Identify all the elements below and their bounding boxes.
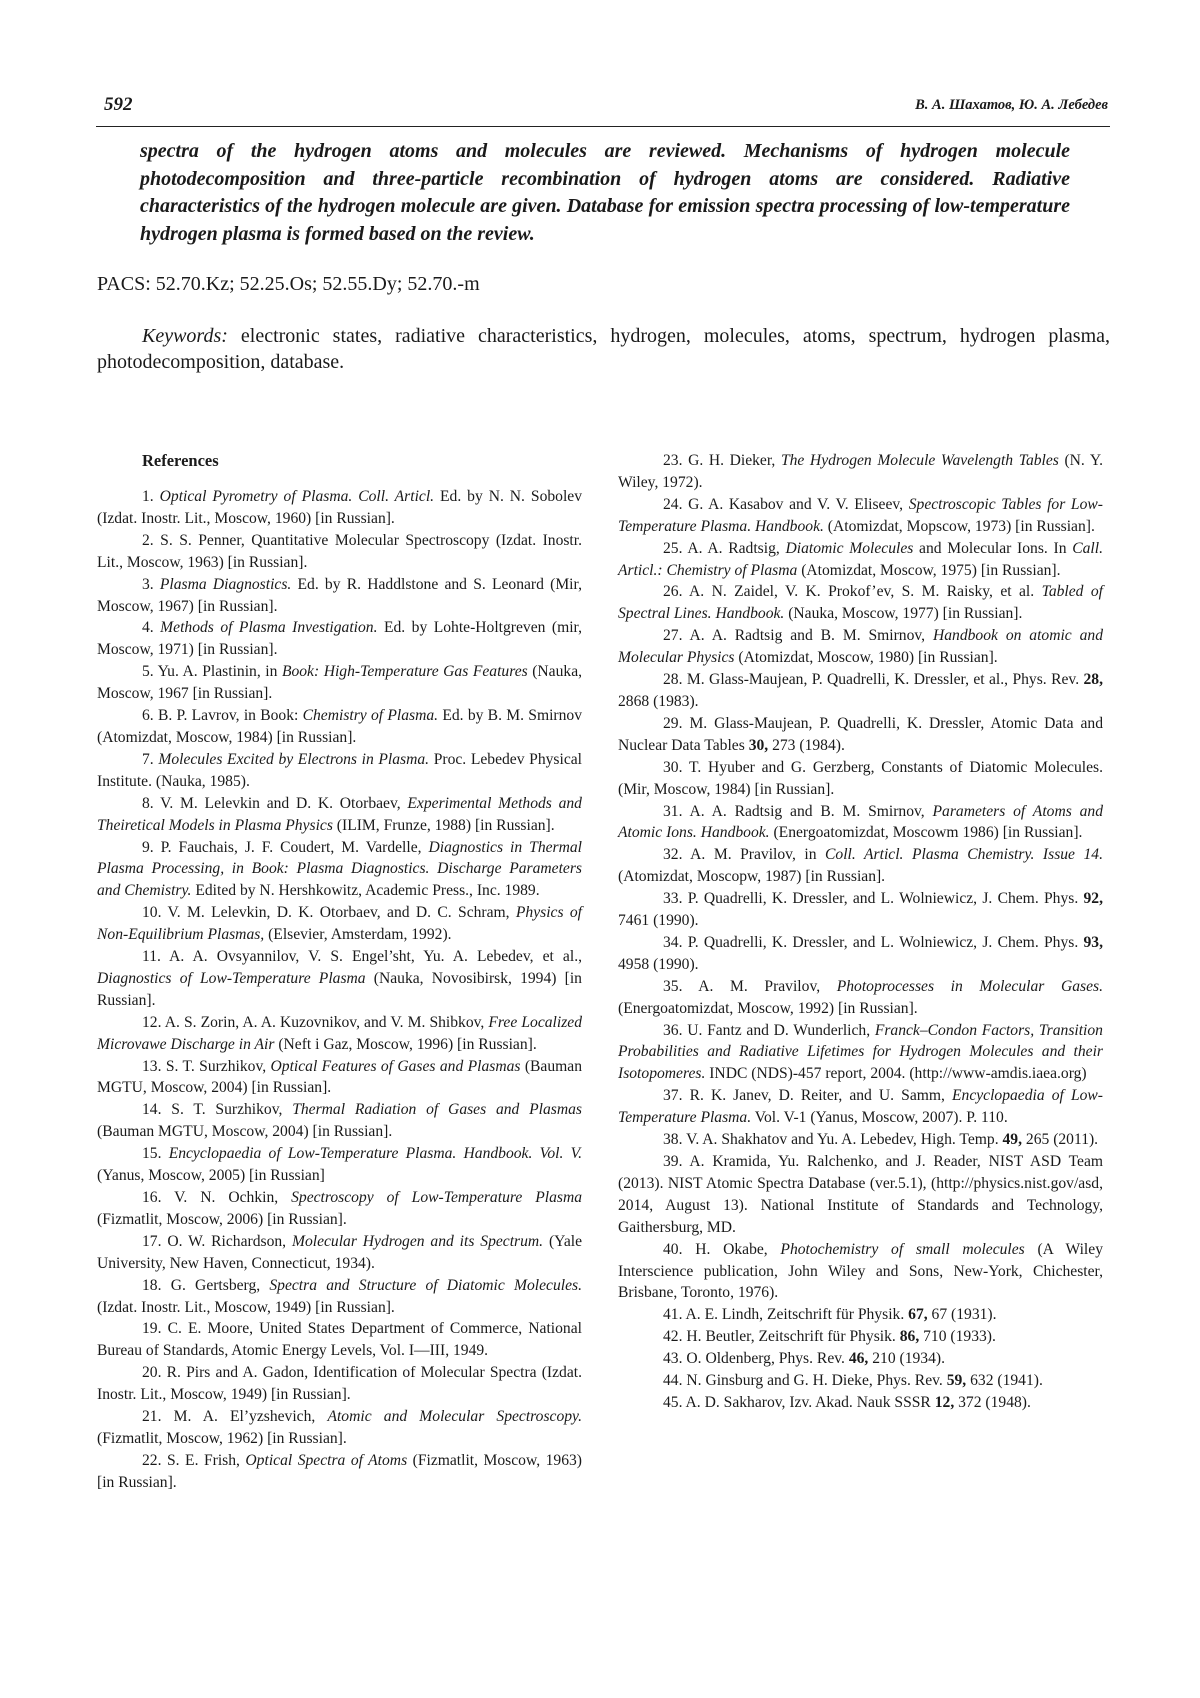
reference-text: 36. U. Fantz and D. Wunderlich, — [663, 1021, 875, 1039]
reference-item — [97, 1012, 582, 1056]
reference-text: 42. H. Beutler, Zeitschrift für Physik. — [663, 1328, 900, 1346]
reference-text: The Hydrogen Molecule Wavelength Tables — [780, 452, 1059, 469]
reference-item — [618, 1304, 1103, 1326]
reference-text: (Fizmatlit, Moscow, 2006) [in Russian]. — [97, 1210, 347, 1228]
reference-text: Molecular Hydrogen and its Spectrum. — [291, 1232, 544, 1250]
reference-text: 9. P. Fauchais, J. F. Coudert, M. Vardelle, — [142, 838, 429, 856]
references-column-right — [618, 450, 1103, 1414]
reference-text: Optical Features of Gases and Plasmas — [270, 1057, 521, 1075]
reference-text: 25. A. A. Radtsig, — [663, 539, 786, 557]
reference-text: Molecules Excited by Electrons in Plasma. — [158, 750, 430, 768]
reference-text: 39. A. Kramida, Yu. Ralchenko, and J. Reader, NIST ASD Team (2013). NIST Atomic Spectra Database (ver.5.1), (http://physics.nist.gov/asd, 2014, August 13). National Institute of Standards and Technology, Gaithersburg, MD. — [618, 1153, 1103, 1236]
reference-text: 13. S. T. Surzhikov, — [142, 1057, 271, 1075]
reference-text: Diagnostics of Low-Temperature Plasma — [97, 969, 366, 987]
reference-text: Thermal Radiation of Gases and Plasmas — [292, 1101, 582, 1119]
reference-item — [618, 1370, 1103, 1392]
reference-text: (Bauman MGTU, Moscow, 2004) [in Russian]. — [97, 1123, 393, 1141]
reference-text: 6. B. P. Lavrov, in Book: — [142, 707, 303, 725]
reference-text: Photochemistry of small molecules — [780, 1240, 1025, 1258]
reference-text: 92, — [1083, 890, 1103, 908]
reference-text: Spectroscopic Tables for Low-Temperature Plasma. Handbook. — [618, 495, 1103, 535]
reference-text: 59, — [946, 1372, 967, 1390]
reference-item — [97, 1362, 582, 1406]
references-list-left — [97, 486, 582, 1494]
reference-text: 12, — [934, 1393, 955, 1411]
reference-text: Spectroscopy of Low-Temperature Plasma — [291, 1189, 582, 1206]
reference-text: INDC (NDS)-457 report, 2004. (http://www-amdis.iaea.org) — [705, 1065, 1087, 1083]
reference-text: 10. V. M. Lelevkin, D. K. Otorbaev, and D. C. Schram, — [142, 904, 516, 922]
reference-text: (Bauman MGTU, Moscow, 2004) [in Russian]. — [97, 1057, 582, 1097]
reference-item — [618, 932, 1103, 976]
references-list-right — [618, 450, 1103, 1414]
reference-text: Ed. by N. N. Sobolev (Izdat. Inostr. Lit., Moscow, 1960) [in Russian]. — [97, 488, 583, 527]
reference-text: 20. R. Pirs and A. Gadon, Identification of Molecular Spectra (Izdat. Inostr. Lit., Moscow, 1949) [in Russian]. — [97, 1364, 582, 1404]
reference-item — [618, 713, 1103, 757]
reference-text: 37. R. K. Janev, D. Reiter, and U. Samm, — [663, 1087, 952, 1105]
reference-item — [618, 888, 1103, 932]
reference-text: and Molecular Ions. In — [913, 539, 1073, 557]
reference-item — [97, 946, 582, 1012]
reference-text: 67, — [908, 1306, 928, 1324]
page-header — [96, 92, 1110, 127]
reference-text: Experimental Methods and Theiretical Models in Plasma Physics — [97, 794, 582, 834]
reference-text: 28. M. Glass-Maujean, P. Quadrelli, K. Dressler, et al., Phys. Rev. — [663, 671, 1084, 689]
reference-text: 30. T. Hyuber and G. Gerzberg, Constants of Diatomic Molecules. (Mir, Moscow, 1984) [in Russian]. — [618, 758, 1103, 798]
reference-text: Optical Spectra of Atoms — [245, 1451, 408, 1469]
reference-item — [97, 617, 582, 661]
reference-text: 4958 (1990). — [618, 955, 699, 973]
reference-text: 18. G. Gertsberg, — [142, 1276, 270, 1294]
reference-text: (Atomizdat, Moscopw, 1987) [in Russian]. — [618, 868, 886, 886]
reference-text: 31. A. A. Radtsig and B. M. Smirnov, — [663, 802, 933, 820]
reference-text: 372 (1948). — [954, 1393, 1031, 1411]
reference-item — [618, 625, 1103, 669]
reference-text: 43. O. Oldenberg, Phys. Rev. — [663, 1350, 849, 1368]
reference-text: 30, — [748, 736, 769, 754]
reference-text: 5. Yu. A. Plastinin, in — [142, 663, 282, 681]
reference-text: 2. S. S. Penner, Quantitative Molecular Spectroscopy (Izdat. Inostr. Lit., Moscow, 1963) [in Russian]. — [97, 531, 582, 571]
reference-text: 93, — [1083, 933, 1103, 951]
reference-text: (Izdat. Inostr. Lit., Moscow, 1949) [in Russian]. — [97, 1298, 395, 1316]
reference-text: (Nauka, Novosibirsk, 1994) [in Russian]. — [97, 969, 582, 1009]
reference-text: (Energoatomizdat, Moscowm 1986) [in Russian]. — [769, 824, 1083, 842]
reference-text: (Energoatomizdat, Moscow, 1992) [in Russian]. — [618, 999, 918, 1017]
reference-text: (Elsevier, Amsterdam, 1992). — [264, 926, 452, 944]
reference-text: 210 (1934). — [868, 1350, 945, 1368]
reference-text: (Fizmatlit, Moscow, 1963) [in Russian]. — [97, 1451, 582, 1491]
reference-text: 24. G. A. Kasabov and V. V. Eliseev, — [663, 495, 909, 513]
reference-text: 41. A. E. Lindh, Zeitschrift für Physik. — [663, 1306, 909, 1324]
reference-text: Photoprocesses in Molecular Gases. — [836, 977, 1103, 995]
reference-item — [97, 793, 582, 837]
reference-text: Ed. by Lohte-Holtgreven (mir, Moscow, 1971) [in Russian]. — [97, 619, 583, 659]
reference-text: 14. S. T. Surzhikov, — [142, 1101, 293, 1119]
reference-text: Free Localized Microvawe Discharge in Air — [97, 1013, 582, 1053]
reference-text: 23. G. H. Dieker, — [663, 452, 781, 469]
reference-text: Methods of Plasma Investigation. — [160, 619, 378, 637]
reference-item — [618, 450, 1103, 494]
reference-item — [618, 1239, 1103, 1305]
pacs-codes: PACS: 52.70.Kz; 52.25.Os; 52.55.Dy; 52.70.-m — [97, 273, 480, 295]
reference-item — [618, 1151, 1103, 1239]
page-number: 592 — [104, 94, 133, 115]
reference-item — [618, 669, 1103, 713]
reference-text: Franck–Condon Factors, Transition Probabilities and Radiative Lifetimes for Hydrogen Molecules and their Isotopomeres. — [618, 1021, 1103, 1083]
reference-text: Spectra and Structure of Diatomic Molecules. — [269, 1276, 582, 1294]
reference-text: 15. — [142, 1145, 169, 1163]
reference-text: 19. C. E. Moore, United States Department of Commerce, National Bureau of Standards, Atomic Energy Levels, Vol. I—III, 1949. — [97, 1320, 582, 1360]
reference-item — [618, 494, 1103, 538]
reference-text: Ed. by B. M. Smirnov (Atomizdat, Moscow, 1984) [in Russian]. — [97, 707, 582, 746]
reference-item — [97, 1406, 582, 1450]
reference-text: 38. V. A. Shakhatov and Yu. A. Lebedev, High. Temp. — [663, 1131, 1003, 1149]
reference-item — [97, 661, 582, 705]
reference-item — [618, 1392, 1103, 1414]
reference-text: 21. M. A. El’yzshevich, — [142, 1408, 328, 1426]
reference-item — [618, 1326, 1103, 1348]
reference-text: Coll. Articl. Plasma Chemistry. Issue 14. — [825, 846, 1103, 864]
reference-text: Proc. Lebedev Physical Institute. (Nauka, 1985). — [97, 750, 582, 790]
reference-text: (A Wiley Interscience publication, John Wiley and Sons, New-York, Chichester, Brisbane, Toronto, 1976). — [618, 1240, 1103, 1302]
reference-item — [618, 1129, 1103, 1151]
reference-text: 16. V. N. Ochkin, — [142, 1189, 292, 1206]
reference-text: Parameters of Atoms and Atomic Ions. Handbook. — [618, 802, 1103, 842]
reference-text: 32. A. M. Pravilov, in — [663, 846, 826, 864]
reference-text: (Nauka, Moscow, 1967 [in Russian]. — [97, 663, 583, 703]
reference-text: Book: High-Temperature Gas Features — [281, 663, 528, 681]
reference-item — [97, 902, 582, 946]
reference-text: (Yale University, New Haven, Connecticut, 1934). — [97, 1232, 583, 1272]
reference-item — [618, 844, 1103, 888]
reference-item — [97, 1056, 582, 1100]
reference-text: 7461 (1990). — [618, 912, 699, 930]
reference-text: (Atomizdat, Moscow, 1975) [in Russian]. — [797, 561, 1061, 579]
reference-item — [97, 1318, 582, 1362]
reference-text: Diagnostics in Thermal Plasma Processing, in Book: Plasma Diagnostics. Discharge Parameters and Chemistry. — [97, 838, 583, 900]
reference-text: 46, — [848, 1350, 869, 1368]
reference-text: 28, — [1083, 671, 1103, 689]
reference-text: 67 (1931). — [927, 1306, 997, 1324]
reference-item — [97, 749, 582, 793]
reference-item — [97, 530, 582, 574]
references-title: References — [142, 451, 219, 470]
reference-text: Optical Pyrometry of Plasma. Coll. Articl. — [159, 488, 435, 505]
reference-item — [97, 1099, 582, 1143]
reference-item — [97, 574, 582, 618]
reference-item — [618, 1085, 1103, 1129]
reference-item — [97, 1231, 582, 1275]
reference-text: 17. O. W. Richardson, — [142, 1232, 292, 1250]
reference-item — [618, 976, 1103, 1020]
reference-text: 632 (1941). — [966, 1372, 1043, 1390]
reference-text: 11. A. A. Ovsyannilov, V. S. Engel’sht, Yu. A. Lebedev, et al., — [142, 948, 582, 966]
reference-text: Tabled of Spectral Lines. Handbook. — [618, 583, 1103, 623]
reference-text: Handbook on atomic and Molecular Physics — [618, 627, 1103, 667]
reference-text: (Yanus, Moscow, 2005) [in Russian] — [97, 1167, 325, 1185]
reference-item — [618, 757, 1103, 801]
reference-text: 710 (1933). — [919, 1328, 996, 1346]
reference-text: 22. S. E. Frish, — [142, 1451, 246, 1469]
reference-text: 273 (1984). — [768, 736, 845, 754]
reference-text: Encyclopaedia of Low-Temperature Plasma. Handbook. Vol. V. — [168, 1145, 582, 1163]
reference-text: Plasma Diagnostics. — [159, 575, 292, 593]
reference-text: (N. Y. Wiley, 1972). — [618, 452, 1104, 491]
reference-text: Edited by N. Hershkowitz, Academic Press., Inc. 1989. — [191, 882, 540, 900]
reference-text: 2868 (1983). — [618, 692, 699, 710]
reference-text: (Neft i Gaz, Moscow, 1996) [in Russian]. — [274, 1035, 537, 1053]
references-column-left — [97, 450, 582, 1494]
reference-text: 12. A. S. Zorin, A. A. Kuzovnikov, and V. M. Shibkov, — [142, 1013, 489, 1031]
reference-text: 44. N. Ginsburg and G. H. Dieke, Phys. Rev. — [663, 1372, 947, 1390]
reference-item — [97, 705, 582, 749]
reference-text: (Atomizdat, Mopscow, 1973) [in Russian]. — [823, 517, 1095, 535]
reference-item — [97, 1450, 582, 1494]
reference-text: 29. M. Glass-Maujean, P. Quadrelli, K. Dressler, Atomic Data and Nuclear Data Tables — [618, 714, 1103, 754]
reference-item — [618, 538, 1103, 582]
abstract-text: spectra of the hydrogen atoms and molecules are reviewed. Mechanisms of hydrogen molecule photodecomposition and three-particle recombination of hydrogen atoms are considered. Radiative characteristics of the hydrogen molecule are given. Database for emission spectra processing of low-temperature hydrogen plasma is formed based on the review. — [140, 140, 1070, 245]
reference-item — [97, 1275, 582, 1319]
reference-text: (Fizmatlit, Moscow, 1962) [in Russian]. — [97, 1429, 347, 1447]
reference-item — [618, 1020, 1103, 1086]
reference-text: (Nauka, Moscow, 1977) [in Russian]. — [784, 605, 1023, 623]
reference-item — [97, 1187, 582, 1231]
reference-text: (ILIM, Frunze, 1988) [in Russian]. — [332, 816, 555, 834]
reference-text: 1. — [142, 488, 160, 505]
running-head: В. А. Шахатов, Ю. А. Лебедев — [915, 97, 1108, 113]
reference-text: 34. P. Quadrelli, K. Dressler, and L. Wolniewicz, J. Chem. Phys. — [663, 933, 1084, 951]
reference-text: Physics of Non-Equilibrium Plasmas, — [97, 904, 582, 944]
reference-text: Encyclopaedia of Low-Temperature Plasma. — [618, 1087, 1104, 1127]
reference-text: 265 (2011). — [1022, 1131, 1099, 1149]
reference-text: (Atomizdat, Moscow, 1980) [in Russian]. — [734, 649, 998, 667]
reference-text: Diatomic Molecules — [785, 539, 914, 557]
reference-item — [618, 801, 1103, 845]
reference-text: 27. A. A. Radtsig and B. M. Smirnov, — [663, 627, 933, 645]
keywords — [97, 323, 1110, 375]
reference-text: Call. Articl.: Chemistry of Plasma — [618, 539, 1103, 579]
keywords-text: electronic states, radiative characteristics, hydrogen, molecules, atoms, spectrum, hydrogen plasma, photodecomposition, database. — [97, 325, 1111, 373]
reference-item — [618, 1348, 1103, 1370]
reference-text: 7. — [142, 750, 159, 768]
reference-item — [97, 1143, 582, 1187]
reference-text: 45. A. D. Sakharov, Izv. Akad. Nauk SSSR — [663, 1393, 935, 1411]
reference-text: 26. A. N. Zaidel, V. K. Prokof’ev, S. M. Raisky, et al. — [663, 583, 1042, 601]
reference-text: 4. — [142, 619, 161, 637]
reference-text: 8. V. M. Lelevkin and D. K. Otorbaev, — [142, 794, 408, 812]
reference-text: 49, — [1002, 1131, 1022, 1149]
keywords-label: Keywords: — [142, 325, 228, 347]
reference-item — [97, 486, 582, 530]
reference-text: Vol. V-1 (Yanus, Moscow, 2007). P. 110. — [751, 1109, 1008, 1127]
reference-text: 33. P. Quadrelli, K. Dressler, and L. Wolniewicz, J. Chem. Phys. — [663, 890, 1084, 908]
reference-text: Atomic and Molecular Spectroscopy. — [327, 1408, 583, 1426]
reference-text: 3. — [142, 575, 160, 593]
reference-text: 86, — [899, 1328, 920, 1346]
reference-text: 35. A. M. Pravilov, — [663, 977, 837, 995]
reference-item — [618, 581, 1103, 625]
reference-text: Chemistry of Plasma. — [302, 707, 439, 725]
reference-text: Ed. by R. Haddlstone and S. Leonard (Mir, Moscow, 1967) [in Russian]. — [97, 575, 582, 615]
reference-item — [97, 837, 582, 903]
reference-text: 40. H. Okabe, — [663, 1240, 781, 1258]
